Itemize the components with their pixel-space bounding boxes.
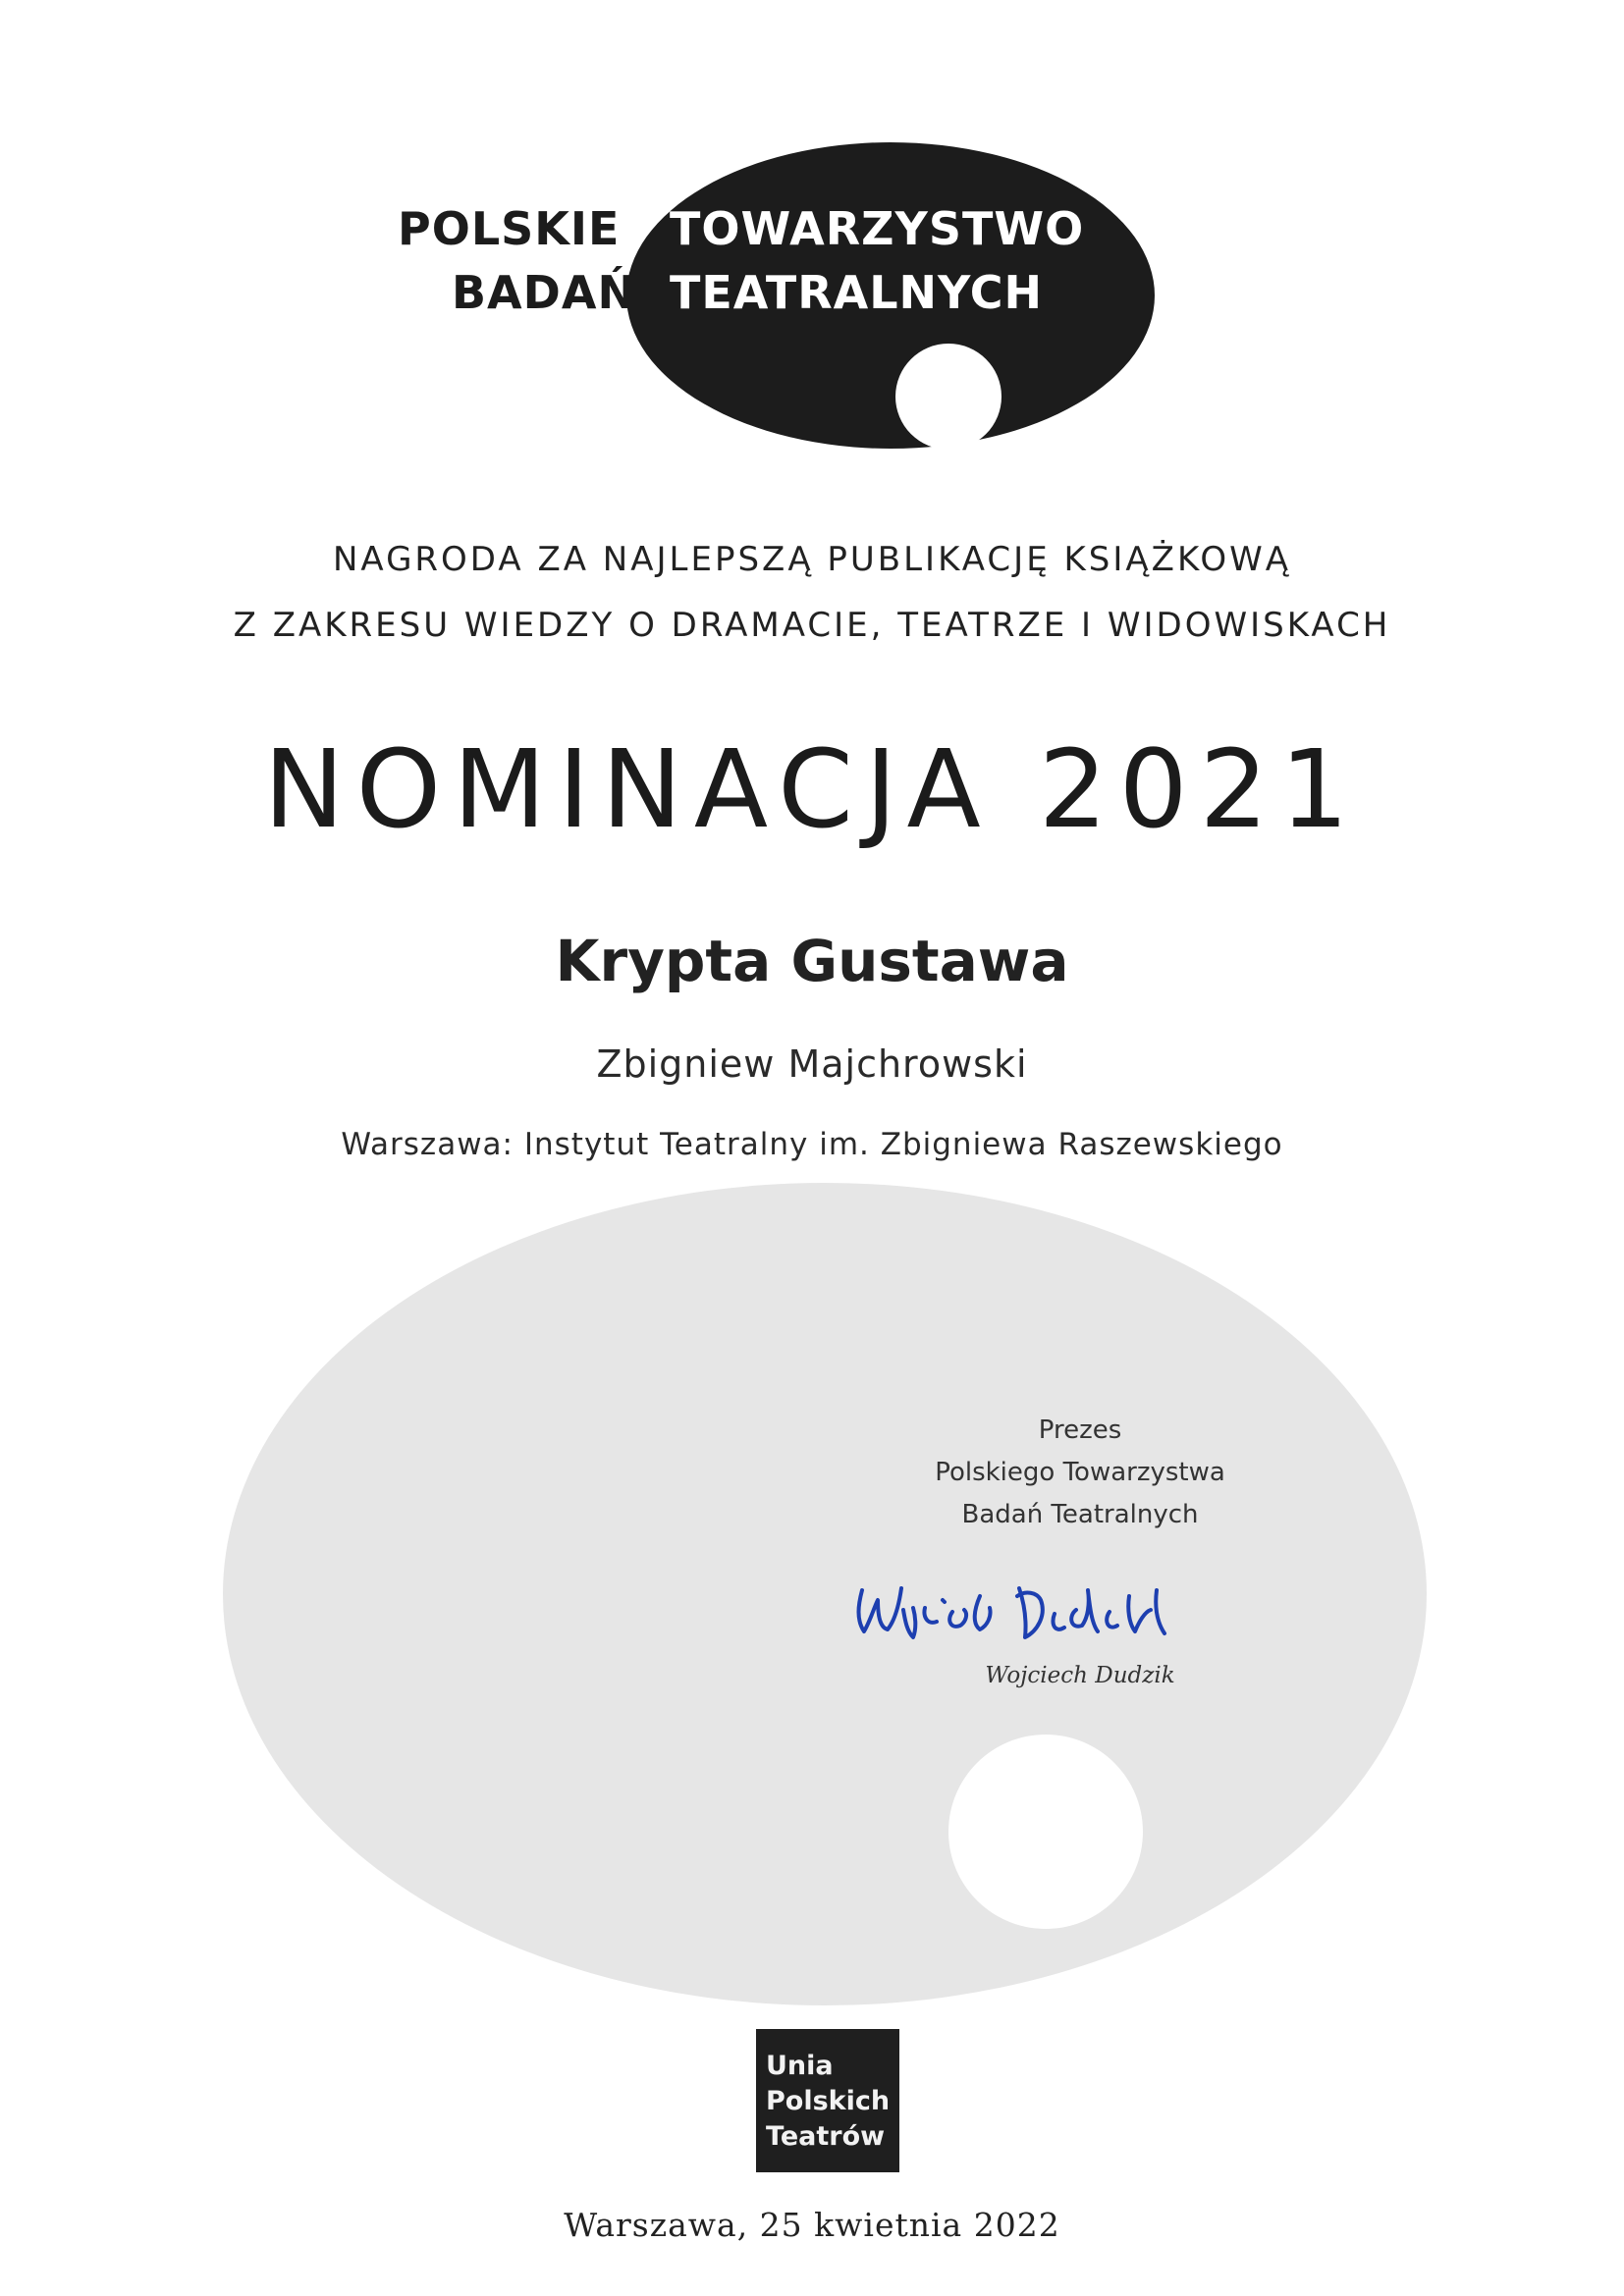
place-and-date: Warszawa, 25 kwietnia 2022 [564, 2206, 1060, 2244]
nomination-title: NOMINACJA 2021 [263, 726, 1361, 852]
partner-logo-line-2: Polskich [766, 2086, 891, 2116]
logo-word-towarzystwo: TOWARZYSTWO [670, 202, 1085, 255]
book-publisher: Warszawa: Instytut Teatralny im. Zbigniewa Raszewskiego [341, 1127, 1283, 1162]
logo-oval-hole [895, 344, 1001, 450]
logo-word-teatralnych: TEATRALNYCH [670, 266, 1043, 319]
signatory-name: Wojciech Dudzik [985, 1663, 1175, 1688]
award-name-line-1: NAGRODA ZA NAJLEPSZĄ PUBLIKACJĘ KSIĄŻKOWĄ [332, 540, 1292, 579]
award-name-line-2: Z ZAKRESU WIEDZY O DRAMACIE, TEATRZE I WIDOWISKACH [233, 606, 1391, 645]
ptbt-logo [393, 142, 1159, 456]
signatory-title-line-1: Prezes [1038, 1415, 1122, 1445]
book-author: Zbigniew Majchrowski [596, 1042, 1028, 1086]
logo-word-badan: BADAŃ [452, 266, 636, 319]
partner-logo-line-1: Unia [766, 2051, 834, 2081]
handwritten-signature [844, 1561, 1276, 1659]
logo-word-polskie: POLSKIE [398, 202, 621, 255]
decorative-oval-hole [948, 1735, 1143, 1929]
book-title: Krypta Gustawa [555, 928, 1069, 994]
unia-polskich-teatrow-logo [756, 2029, 899, 2172]
partner-logo-line-3: Teatrów [766, 2121, 886, 2152]
signatory-title-line-2: Polskiego Towarzystwa [935, 1458, 1225, 1487]
signatory-title-line-3: Badań Teatralnych [961, 1500, 1199, 1529]
